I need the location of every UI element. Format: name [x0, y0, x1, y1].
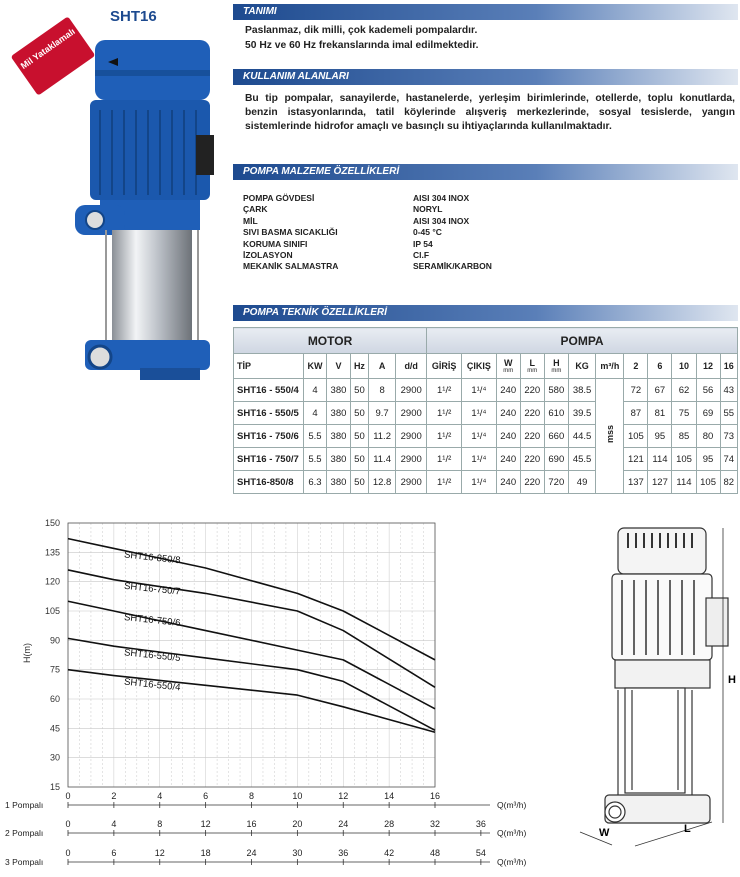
cell: 55 — [720, 402, 737, 425]
series-line — [68, 670, 435, 733]
cell: 220 — [520, 425, 544, 448]
material-key: MEKANİK SALMASTRA — [243, 261, 339, 272]
cell: 2900 — [396, 402, 427, 425]
col-header — [520, 354, 544, 379]
cell: 12.8 — [368, 471, 395, 494]
q-tick-label: 18 — [200, 848, 211, 858]
q-tick-label: 6 — [203, 791, 209, 801]
cell: 1¹/² — [427, 471, 462, 494]
cell: 610 — [544, 402, 568, 425]
q-tick-label: 8 — [157, 819, 163, 829]
y-tick-label: 120 — [44, 576, 60, 587]
series-line — [68, 570, 435, 687]
col-header-text: H — [553, 358, 560, 368]
cell: 62 — [672, 379, 696, 402]
cell: 69 — [696, 402, 720, 425]
cell: 6.3 — [304, 471, 327, 494]
cell: 105 — [696, 471, 720, 494]
material-row — [243, 239, 492, 250]
series-label: SHT16-550/4 — [123, 676, 181, 694]
col-header — [496, 354, 520, 379]
col-header: KG — [568, 354, 595, 379]
material-value: Cl.F — [413, 250, 430, 261]
table-row — [234, 471, 738, 494]
q-unit-label: Q(m³/h) — [497, 800, 527, 810]
series-label: SHT16-850/8 — [123, 549, 181, 567]
col-unit: mm — [527, 368, 538, 374]
material-row — [243, 261, 492, 272]
col-header-text: W — [503, 358, 513, 368]
q-tick-label: 8 — [248, 791, 255, 801]
series-label: SHT16-550/5 — [123, 647, 181, 665]
table-row — [234, 448, 738, 471]
q-tick-label: 16 — [246, 819, 257, 829]
y-tick-label: 30 — [49, 752, 60, 763]
cell: 82 — [720, 471, 737, 494]
cell: 2900 — [396, 379, 427, 402]
cell: 50 — [351, 402, 369, 425]
cell: 380 — [326, 471, 350, 494]
cell: 81 — [648, 402, 672, 425]
cell: 5.5 — [304, 425, 327, 448]
cell: 1¹/² — [427, 448, 462, 471]
material-row — [243, 204, 492, 215]
y-tick-label: 135 — [44, 547, 60, 558]
cell: 1¹/⁴ — [462, 379, 496, 402]
cell: 8 — [368, 379, 395, 402]
cell: 56 — [696, 379, 720, 402]
cell: 39.5 — [568, 402, 595, 425]
q-tick-label: 0 — [65, 819, 71, 829]
section-title-malzeme: POMPA MALZEME ÖZELLİKLERİ — [233, 164, 738, 180]
cell: 114 — [672, 471, 696, 494]
cell: 240 — [496, 379, 520, 402]
q-axis-label: 2 Pompalı — [5, 828, 44, 838]
q-tick-label: 2 — [111, 791, 117, 801]
cell: 1¹/⁴ — [462, 425, 496, 448]
cell: 9.7 — [368, 402, 395, 425]
cell-tip: SHT16 - 750/6 — [234, 425, 304, 448]
material-key: İZOLASYON — [243, 250, 293, 261]
cell: 87 — [624, 402, 648, 425]
cell: 105 — [672, 448, 696, 471]
cell: 220 — [520, 448, 544, 471]
y-tick-label: 75 — [49, 664, 60, 675]
cell: 127 — [648, 471, 672, 494]
q-tick-label: 0 — [65, 791, 71, 801]
material-list — [243, 193, 492, 273]
col-header: d/d — [396, 354, 427, 379]
material-key: SIVI BASMA SICAKLIĞI — [243, 227, 338, 238]
q-tick-label: 12 — [338, 791, 349, 801]
col-header-text: L — [529, 358, 536, 368]
col-header: GİRİŞ — [427, 354, 462, 379]
cell: 50 — [351, 471, 369, 494]
cell: 240 — [496, 448, 520, 471]
col-header — [544, 354, 568, 379]
cell: 580 — [544, 379, 568, 402]
cell-tip: SHT16 - 750/7 — [234, 448, 304, 471]
q-tick-label: 36 — [475, 819, 486, 829]
y-tick-label: 150 — [44, 518, 60, 528]
material-row — [243, 193, 492, 204]
cell: 67 — [648, 379, 672, 402]
y-tick-label: 60 — [49, 694, 60, 704]
y-tick-label: 45 — [49, 723, 60, 734]
section-title-teknik: POMPA TEKNİK ÖZELLİKLERİ — [233, 305, 738, 321]
cell: 660 — [544, 425, 568, 448]
cell-tip: SHT16 - 550/5 — [234, 402, 304, 425]
cell: 114 — [648, 448, 672, 471]
cell: 380 — [326, 402, 350, 425]
series-line — [68, 601, 435, 709]
material-value: AISI 304 INOX — [413, 215, 470, 226]
q-tick-label: 14 — [384, 791, 395, 801]
q-axis-label: 3 Pompalı — [5, 857, 44, 867]
cell: 1¹/² — [427, 379, 462, 402]
badge-label: Mil Yataklamalı — [11, 16, 96, 95]
cell: 75 — [672, 402, 696, 425]
col-unit: mm — [503, 368, 514, 374]
cell: 72 — [624, 379, 648, 402]
cell: 95 — [696, 448, 720, 471]
q-tick-label: 28 — [384, 819, 395, 829]
material-value: NORYL — [413, 204, 443, 215]
cell: 50 — [351, 425, 369, 448]
material-key: POMPA GÖVDESİ — [243, 193, 315, 203]
q-tick-label: 4 — [111, 819, 117, 829]
q-tick-label: 42 — [384, 848, 395, 858]
cell: 85 — [672, 425, 696, 448]
q-tick-label: 36 — [338, 848, 349, 858]
cell: 380 — [326, 425, 350, 448]
section-title-tanim: TANIMI — [233, 4, 738, 20]
q-tick-label: 12 — [200, 819, 211, 829]
q-tick-label: 24 — [246, 848, 257, 858]
cell: 1¹/⁴ — [462, 402, 496, 425]
dim-l-label: L — [684, 823, 691, 835]
material-key: KORUMA SINIFI — [243, 238, 308, 249]
cell: 50 — [351, 448, 369, 471]
cell: 690 — [544, 448, 568, 471]
cell: 1¹/² — [427, 402, 462, 425]
col-header: 6 — [648, 354, 672, 379]
col-header: A — [368, 354, 395, 379]
col-header: KW — [304, 354, 327, 379]
col-header: Hz — [351, 354, 369, 379]
dim-h-label: H — [728, 674, 736, 686]
cell: 50 — [351, 379, 369, 402]
tanim-line-2: 50 Hz ve 60 Hz frekanslarında imal edilmektedir. — [245, 40, 479, 51]
cell: 105 — [624, 425, 648, 448]
tanim-line-1: Paslanmaz, dik milli, çok kademeli pompalardır. — [245, 25, 478, 36]
cell: 45.5 — [568, 448, 595, 471]
cell: 44.5 — [568, 425, 595, 448]
cell: 137 — [624, 471, 648, 494]
material-row — [243, 227, 492, 238]
model-title: SHT16 — [110, 8, 157, 25]
mss-label: mss — [604, 425, 615, 444]
col-header: 10 — [672, 354, 696, 379]
cell: 2900 — [396, 471, 427, 494]
cell: 240 — [496, 471, 520, 494]
pompa-header: POMPA — [427, 328, 738, 354]
material-key: MİL — [243, 215, 258, 226]
cell: 4 — [304, 379, 327, 402]
cell: 11.4 — [368, 448, 395, 471]
cell: 43 — [720, 379, 737, 402]
table-row — [234, 379, 738, 402]
material-value: IP 54 — [413, 238, 433, 249]
cell: 2900 — [396, 448, 427, 471]
q-tick-label: 30 — [292, 848, 303, 858]
y-tick-label: 90 — [49, 635, 60, 646]
table-row — [234, 402, 738, 425]
cell: 1¹/² — [427, 425, 462, 448]
cell: 121 — [624, 448, 648, 471]
plot-frame — [68, 523, 435, 787]
q-tick-label: 32 — [429, 819, 441, 829]
q-tick-label: 4 — [157, 791, 163, 801]
cell: 220 — [520, 379, 544, 402]
col-header: 2 — [624, 354, 648, 379]
q-tick-label: 0 — [65, 848, 71, 858]
col-header: ÇIKIŞ — [462, 354, 496, 379]
y-axis-label: H(m) — [22, 643, 32, 663]
q-axis-label: 1 Pompalı — [5, 800, 44, 810]
cell: 5.5 — [304, 448, 327, 471]
q-tick-label: 10 — [292, 791, 303, 801]
col-header: 12 — [696, 354, 720, 379]
kullanim-text: Bu tip pompalar, sanayilerde, hastanelerde, yerleşim birimlerinde, otellerde, toplu konutlarda, benzin istasyonlarında, tatil köylerinde alışveriş merkezlerinde, sosyal tesislerde, yangın sistemlerinde hidrofor amaçlı ve basınçlı su ihtiyaçlarında kullanılmaktadır. — [245, 93, 735, 132]
q-unit-label: Q(m³/h) — [497, 828, 527, 838]
y-tick-label: 105 — [44, 606, 60, 616]
cell: 240 — [496, 402, 520, 425]
cell: 2900 — [396, 425, 427, 448]
series-line — [68, 638, 435, 730]
col-header: 16 — [720, 354, 737, 379]
col-header: TİP — [234, 354, 304, 379]
material-value: 0-45 °C — [413, 227, 442, 238]
table-row — [234, 425, 738, 448]
cell: 1¹/⁴ — [462, 471, 496, 494]
cell: 80 — [696, 425, 720, 448]
series-label: SHT16-750/6 — [123, 612, 181, 629]
mss-cell — [596, 379, 624, 494]
cell: 220 — [520, 402, 544, 425]
q-tick-label: 48 — [429, 848, 441, 858]
material-row — [243, 250, 492, 261]
cell: 4 — [304, 402, 327, 425]
cell: 73 — [720, 425, 737, 448]
material-key: ÇARK — [243, 204, 268, 215]
cell: 11.2 — [368, 425, 395, 448]
cell: 380 — [326, 379, 350, 402]
cell: 1¹/⁴ — [462, 448, 496, 471]
q-tick-label: 12 — [154, 848, 165, 858]
cell: 74 — [720, 448, 737, 471]
cell: 49 — [568, 471, 595, 494]
q-tick-label: 20 — [292, 819, 303, 829]
cell-tip: SHT16-850/8 — [234, 471, 304, 494]
q-tick-label: 24 — [338, 819, 349, 829]
q-tick-label: 54 — [475, 848, 486, 858]
material-value: SERAMİK/KARBON — [413, 261, 492, 272]
q-tick-label: 6 — [111, 848, 117, 858]
material-value: AISI 304 INOX — [413, 193, 470, 203]
cell: 38.5 — [568, 379, 595, 402]
cell: 720 — [544, 471, 568, 494]
cell: 220 — [520, 471, 544, 494]
col-header: m³/h — [596, 354, 624, 379]
cell-tip: SHT16 - 550/4 — [234, 379, 304, 402]
series-line — [68, 539, 435, 660]
cell: 240 — [496, 425, 520, 448]
q-tick-label: 16 — [429, 791, 441, 801]
q-unit-label: Q(m³/h) — [497, 857, 527, 867]
motor-header: MOTOR — [234, 328, 427, 354]
material-row — [243, 216, 492, 227]
dim-w-label: W — [599, 827, 610, 839]
col-unit: mm — [551, 368, 562, 374]
col-header: V — [326, 354, 350, 379]
cell: 380 — [326, 448, 350, 471]
cell: 95 — [648, 425, 672, 448]
series-label: SHT16-750/7 — [123, 580, 181, 598]
section-title-kullanim: KULLANIM ALANLARI — [233, 69, 738, 85]
y-tick-label: 15 — [49, 782, 60, 792]
spec-table — [233, 327, 738, 494]
